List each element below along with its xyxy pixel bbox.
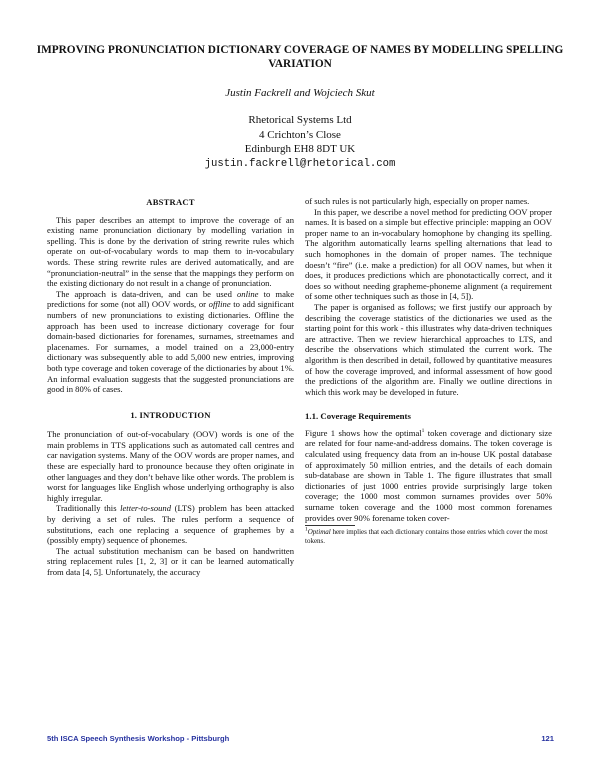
paper-authors: Justin Fackrell and Wojciech Skut xyxy=(225,87,375,99)
page-footer xyxy=(47,734,554,748)
intro-paragraph-1: The pronunciation of out-of-vocabulary (OOV) words is one of the main problems in TTS applications such as automated call centres and car navigation systems. Many of the OOV words are proper names, and these are especially hard to pronounce because they often originate in other languages and they don’t behave like other words. The problem is worst for languages like English whose underlying orthography is also highly irregular. xyxy=(47,429,294,503)
affiliation-email: justin.fackrell@rhetorical.com xyxy=(204,157,396,170)
intro-p2-text-a: Traditionally this xyxy=(56,503,121,514)
affiliation-org: Rhetorical Systems Ltd xyxy=(248,114,352,126)
footnote-rule xyxy=(305,525,355,526)
footnote-number: 1 xyxy=(305,526,308,533)
affiliation xyxy=(30,113,570,171)
footnote-term: Optimal xyxy=(307,528,331,537)
footnote-marker: 1 xyxy=(421,428,425,435)
left-column xyxy=(47,196,294,578)
abstract-heading: ABSTRACT xyxy=(146,197,195,207)
intro-heading: 1. INTRODUCTION xyxy=(130,409,211,420)
footnote-text: here implies that each dictionary contains those entries which cover the most tokens. xyxy=(305,528,548,545)
right-paragraph-2: The paper is organised as follows; we first justify our approach by describing the coverage statistics of the dictionaries we used as the starting point for this work - this illustrates why data-driven techniques are attractive. Then we review hierarchical approaches to LTS, and describe the observations which stimulated the current work. The algorithm is then described in detail, followed by quantitative measures of how the coverage improved, and informal assessment of how good the predictions of the algorithm are. Finally we outline directions in which this work may be developed in future. xyxy=(305,301,552,397)
subsection-heading: 1.1. Coverage Requirements xyxy=(305,411,411,422)
abstract-paragraph-1: This paper describes an attempt to improve the coverage of an existing name pronunciation dictionary by modelling variation in spelling. This is done by the derivation of string rewrite rules which operate on out-of-vocabulary words to map them to in-vocabulary words. These string rewrite rules are derived automatically, and are “pronunciation-neutral” in the sense that the mappings they perform on the existing dictionary do not result in a change of pronunciation. xyxy=(47,214,294,289)
affiliation-city: Edinburgh EH8 8DT UK xyxy=(244,143,356,155)
right-p3-text-a: Figure 1 shows how the optimal xyxy=(305,427,422,438)
abstract-p2-text-a: The approach is data-driven, and can be used xyxy=(56,288,237,299)
abstract-p2-offline: offline xyxy=(208,299,231,310)
footer-venue: 5th ISCA Speech Synthesis Workshop - Pittsburgh xyxy=(47,734,230,743)
abstract-p2-text-b: to make predictions for some (not all) OOV words, or xyxy=(47,288,295,310)
page-number: 121 xyxy=(541,734,554,743)
abstract-p2-online: online xyxy=(237,288,259,299)
right-p3-text-b: token coverage and dictionary size are related for four name-and-address domains. The token coverage is calculated using frequency data from an in-house UK postal database of approximately 50 million entries, and the details of each domain sub-database are shown in Table 1. The figure illustrates that small dictionaries of just 1000 entries provide surprisingly large token coverage; the 1000 most common surnames provides over 50% surname token coverage and the 1000 most common forenames provides over 90% forename token cover- xyxy=(305,427,552,523)
affiliation-street: 4 Crichton’s Close xyxy=(259,128,341,141)
abstract-p2-text-c: to add significant numbers of new pronunciations to existing dictionaries. Offline the approach has been used to increase dictionary coverage for four domain-based dictionaries for forenames, surnames, streetnames and placenames. For surnames, a model trained on a 23,000-entry dictionary was subsequently able to add 5,000 new entries, improving both type coverage and token coverage of the dictionaries by about 1%. An informal evaluation suggests that the suggested pronunciations are good in 80% of cases. xyxy=(47,299,294,395)
abstract-paragraph-2 xyxy=(47,289,294,395)
right-paragraph-3 xyxy=(305,428,552,523)
intro-p2-lts: letter-to-sound xyxy=(120,503,172,514)
footnote xyxy=(305,528,552,545)
intro-p2-text-b: (LTS) problem has been attacked by deriving a set of rules. The rules perform a sequence of substitutions, each one replacing a sequence of graphemes by a (possibly empty) sequence of phonemes. xyxy=(47,503,294,546)
intro-paragraph-3: The actual substitution mechanism can be based on handwritten string replacement rules [1, 2, 3] or it can be learned automatically from data [4, 5]. Unfortunately, the accuracy xyxy=(47,545,294,577)
right-column xyxy=(305,196,552,545)
right-paragraph-continued: of such rules is not particularly high, especially on proper names. xyxy=(305,196,530,206)
paper-title: IMPROVING PRONUNCIATION DICTIONARY COVERAGE OF NAMES BY MODELLING SPELLING VARIATION xyxy=(36,44,564,70)
intro-paragraph-2 xyxy=(47,503,294,545)
right-paragraph-1: In this paper, we describe a novel method for predicting OOV proper names. It is based on a simple but effective principle: mapping an OOV proper name to an in-vocabulary homophone by changing its spelling. The algorithm automatically learns spelling alternations that lead to such homophones in the domain of proper names. The technique doesn’t “fire” (i.e. make a prediction) for all OOV names, but when it does, it produces predictions which are phonotactically correct, and it does so without needing grapheme-phoneme alignment (a requirement of some other techniques such as those in [4, 5]). xyxy=(305,206,552,302)
